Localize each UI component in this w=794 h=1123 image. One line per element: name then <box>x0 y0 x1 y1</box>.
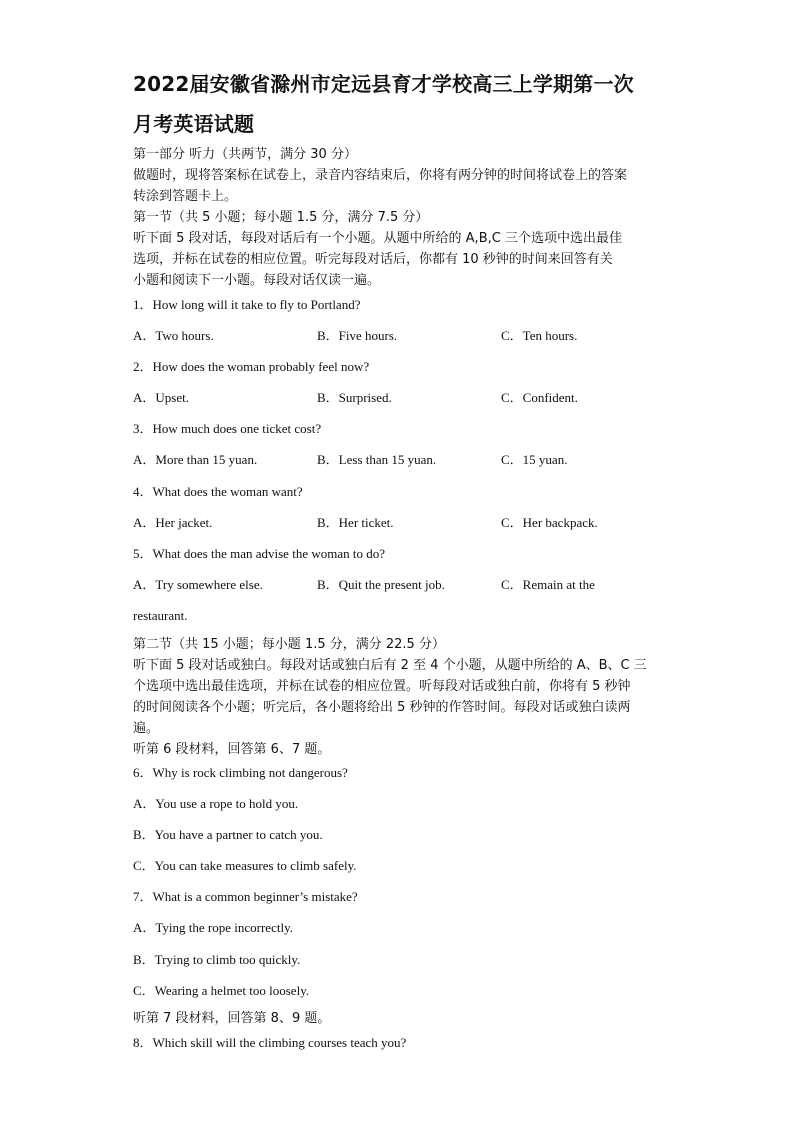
question-5: 5．What does the man advise the woman to do? <box>133 546 385 561</box>
section2-heading: 第二节（共 15 小题；每小题 1.5 分，满分 22.5 分） <box>133 637 445 652</box>
section2-instruction-line3: 的时间阅读各个小题；听完后，各小题将给出 5 秒钟的作答时间。每段对话或独白读两 <box>133 700 631 715</box>
part1-instruction-line2: 转涂到答题卡上。 <box>133 189 238 204</box>
question-6: 6．Why is rock climbing not dangerous? <box>133 765 348 780</box>
question-8: 8．Which skill will the climbing courses teach you? <box>133 1035 407 1050</box>
q7-option-c: C．Wearing a helmet too loosely. <box>133 983 310 998</box>
q1-option-b: B．Five hours. <box>317 328 398 343</box>
section1-instruction-line3: 小题和阅读下一小题。每段对话仅读一遍。 <box>133 273 381 288</box>
q4-option-c: C．Her backpack. <box>501 515 598 530</box>
section2-instruction-line2: 个选项中选出最佳选项，并标在试卷的相应位置。听每段对话或独白前，你将有 5 秒钟 <box>133 679 631 694</box>
material-6-note: 听第 6 段材料，回答第 6、7 题。 <box>133 742 331 757</box>
q7-option-a: A．Tying the rope incorrectly. <box>133 920 293 935</box>
exam-title-line1: 2022届安徽省滁州市定远县育才学校高三上学期第一次 <box>133 72 634 96</box>
q3-option-c: C．15 yuan. <box>501 452 568 467</box>
q4-option-b: B．Her ticket. <box>317 515 394 530</box>
q6-option-b: B．You have a partner to catch you. <box>133 827 323 842</box>
q3-option-b: B．Less than 15 yuan. <box>317 452 437 467</box>
q5-option-a: A．Try somewhere else. <box>133 577 263 592</box>
part1-instruction-line1: 做题时，现将答案标在试卷上，录音内容结束后，你将有两分钟的时间将试卷上的答案 <box>133 168 628 183</box>
exam-title-line2: 月考英语试题 <box>133 112 255 136</box>
part1-heading: 第一部分 听力（共两节，满分 30 分） <box>133 147 357 162</box>
question-1: 1．How long will it take to fly to Portland? <box>133 297 361 312</box>
q5-option-c: C．Remain at the <box>501 577 595 592</box>
q1-option-c: C．Ten hours. <box>501 328 578 343</box>
question-3: 3．How much does one ticket cost? <box>133 421 322 436</box>
q7-option-b: B．Trying to climb too quickly. <box>133 952 301 967</box>
q1-option-a: A．Two hours. <box>133 328 214 343</box>
question-2: 2．How does the woman probably feel now? <box>133 359 370 374</box>
section2-instruction-line1: 听下面 5 段对话或独白。每段对话或独白后有 2 至 4 个小题，从题中所给的 A、B、C 三 <box>133 658 647 673</box>
question-4: 4．What does the woman want? <box>133 484 303 499</box>
section1-heading: 第一节（共 5 小题；每小题 1.5 分，满分 7.5 分） <box>133 210 429 225</box>
q6-option-a: A．You use a rope to hold you. <box>133 796 299 811</box>
section2-instruction-line4: 遍。 <box>133 721 160 736</box>
q5-option-c-continued: restaurant. <box>133 608 188 623</box>
q4-option-a: A．Her jacket. <box>133 515 213 530</box>
question-7: 7．What is a common beginner’s mistake? <box>133 889 358 904</box>
q3-option-a: A．More than 15 yuan. <box>133 452 258 467</box>
q2-option-b: B．Surprised. <box>317 390 392 405</box>
section1-instruction-line1: 听下面 5 段对话，每段对话后有一个小题。从题中所给的 A,B,C 三个选项中选出最佳 <box>133 231 622 246</box>
q5-option-b: B．Quit the present job. <box>317 577 445 592</box>
section1-instruction-line2: 选项，并标在试卷的相应位置。听完每段对话后，你都有 10 秒钟的时间来回答有关 <box>133 252 613 267</box>
q2-option-a: A．Upset. <box>133 390 189 405</box>
q6-option-c: C．You can take measures to climb safely. <box>133 858 357 873</box>
q2-option-c: C．Confident. <box>501 390 578 405</box>
material-7-note: 听第 7 段材料，回答第 8、9 题。 <box>133 1011 331 1026</box>
